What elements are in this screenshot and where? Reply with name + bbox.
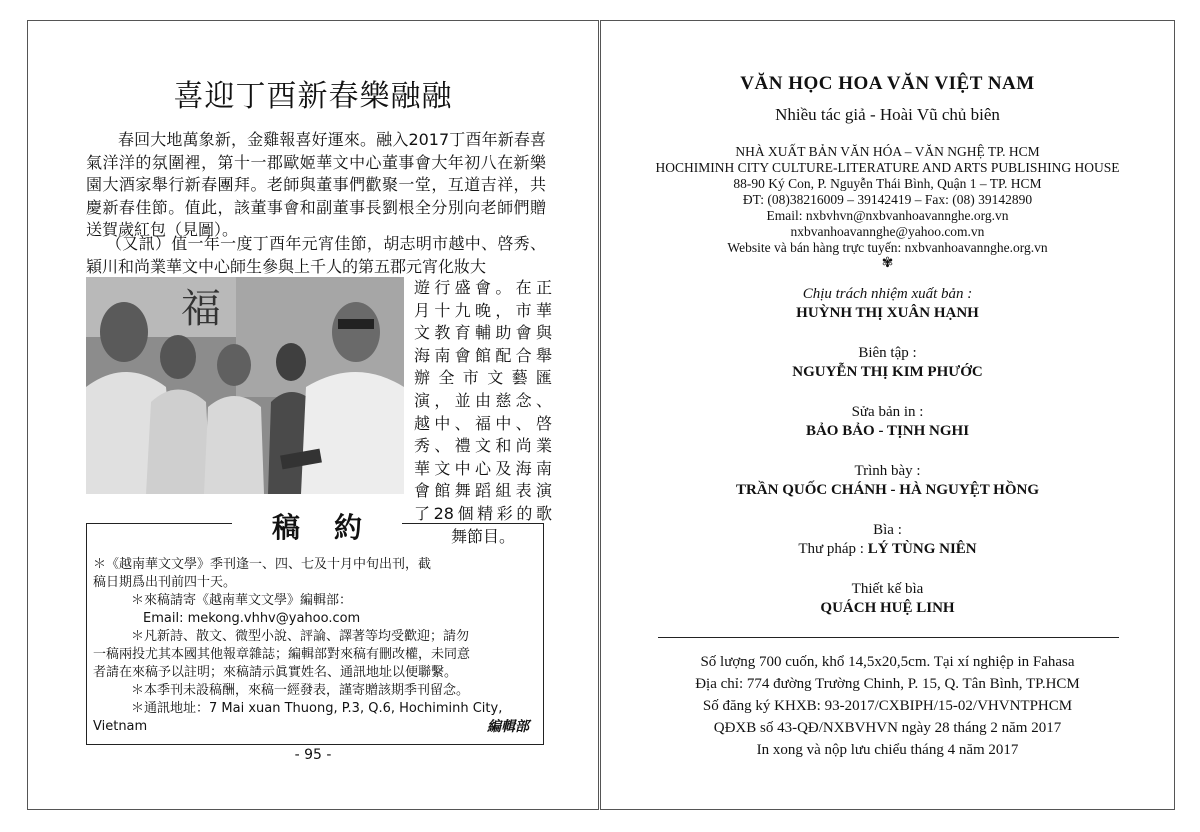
credit-name: LÝ TÙNG NIÊN — [867, 541, 977, 557]
notice-email[interactable]: Email: mekong.vhhv@yahoo.com — [143, 611, 361, 626]
article-paragraph-2: （又訊）值一年一度丁酉年元宵佳節，胡志明市越中、啓秀、穎川和尚業華文中心師生參與上千人的第五郡元宵化妝大 — [86, 234, 546, 276]
left-page — [27, 20, 599, 810]
publisher-email[interactable]: Email: nxbvhvn@nxbvanhoavannghe.org.vn — [766, 208, 1009, 223]
credit-name: TRẦN QUỐC CHÁNH - HÀ NGUYỆT HỒNG — [735, 482, 1040, 498]
side-column-line: 辦全市文藝匯 — [414, 368, 552, 388]
article-title: 喜迎丁酉新春樂融融 — [173, 79, 453, 114]
notice-title: 稿約 — [232, 506, 402, 546]
notice-line: 者請在來稿予以註明；來稿請示眞實姓名、通訊地址以便聯繫。 — [93, 665, 458, 680]
credit-label: Trình bày : — [854, 463, 921, 479]
credit-name: QUÁCH HUỆ LINH — [820, 600, 955, 616]
notice-line: ＊本季刊未設稿酬，來稿一經發表，謹寄贈該期季刊留念。 — [131, 683, 470, 698]
publisher-line: NHÀ XUẤT BẢN VĂN HÓA – VĂN NGHỆ TP. HCM — [735, 144, 1040, 159]
book-title: VĂN HỌC HOA VĂN VIỆT NAM — [740, 73, 1035, 94]
notice-address: ＊通訊地址：7 Mai xuan Thuong, P.3, Q.6, Hochiminh City, — [131, 701, 503, 716]
credit-label: Bìa : — [873, 522, 902, 538]
credit-label: Thư pháp : — [798, 541, 868, 557]
book-subtitle: Nhiều tác giả - Hoài Vũ chủ biên — [775, 105, 1000, 124]
article-paragraph-1: 春回大地萬象新，金雞報喜好運來。融入2017丁酉年新春喜氣洋洋的氛圍裡，第十一郡歐姬華文中心董事會大年初八在新樂園大酒家舉行新春團拜。老師與董事們歡聚一堂，互道吉祥，共慶新春佳節。值此，該董事會和副董事長劉根全分別向老師們贈送賀歲紅包（見圖）。 — [86, 130, 546, 239]
publisher-line: HOCHIMINH CITY CULTURE-LITERATURE AND ARTS PUBLISHING HOUSE — [655, 160, 1120, 175]
notice-line: 稿日期爲出刊前四十天。 — [93, 575, 237, 590]
divider — [658, 637, 1119, 638]
credit-label: Biên tập : — [858, 345, 917, 361]
notice-line: ＊凡新詩、散文、微型小說、評論、譯著等均受歡迎；請勿 — [131, 629, 470, 644]
imprint-line: Số lượng 700 cuốn, khổ 14,5x20,5cm. Tại xí nghiệp in Fahasa — [700, 654, 1075, 670]
side-column-line: 月十九晚，市華 — [414, 300, 552, 320]
imprint-line: QĐXB số 43-QĐ/NXBVHVN ngày 28 tháng 2 năm 2017 — [713, 720, 1062, 736]
calligraphy-credit — [601, 541, 1174, 558]
imprint-line: Địa chỉ: 774 đường Trường Chinh, P. 15, Q. Tân Bình, TP.HCM — [695, 676, 1080, 692]
publisher-line: ĐT: (08)38216009 – 39142419 – Fax: (08) 39142890 — [742, 192, 1033, 207]
notice-signature: 編輯部 — [487, 719, 529, 735]
publisher-logo-icon: ✾ — [881, 256, 894, 271]
side-column-line: 越中、福中、啓 — [414, 413, 552, 433]
credit-label: Chịu trách nhiệm xuất bản : — [802, 286, 973, 302]
credit-label: Sửa bản in : — [851, 404, 924, 420]
notice-line: ＊《越南華文文學》季刊逢一、四、七及十月中旬出刊，截 — [93, 557, 432, 572]
side-column-line: 舞節目。 — [450, 526, 515, 546]
side-column-line: 演，並由慈念、 — [414, 390, 552, 410]
side-column-line: 海南會館配合舉 — [414, 345, 552, 365]
imprint-line: In xong và nộp lưu chiểu tháng 4 năm 2017 — [756, 742, 1019, 758]
credit-name: HUỲNH THỊ XUÂN HẠNH — [796, 305, 979, 321]
notice-line: 一稿兩投尤其本國其他報章雜誌；編輯部對來稿有刪改權，未同意 — [93, 647, 471, 662]
side-column-line: 會館舞蹈組表演 — [414, 481, 552, 501]
publisher-line: 88-90 Ký Con, P. Nguyễn Thái Bình, Quận 1 – TP. HCM — [733, 176, 1042, 191]
photo-sign-char: 福 — [181, 286, 221, 332]
side-column-line: 文教育輔助會與 — [414, 323, 552, 343]
credit-name: NGUYỄN THỊ KIM PHƯỚC — [792, 364, 983, 380]
publisher-email[interactable]: nxbvanhoavannghe@yahoo.com.vn — [790, 224, 985, 239]
side-column-line: 遊行盛會。在正 — [414, 278, 552, 297]
page-number: - 95 - — [294, 747, 332, 763]
credit-label: Thiết kế bìa — [851, 581, 924, 597]
imprint-line: Số đăng ký KHXB: 93-2017/CXBIPH/15-02/VHVNTPHCM — [702, 698, 1073, 714]
credit-name: BẢO BẢO - TỊNH NGHI — [805, 423, 970, 439]
notice-line: Vietnam — [93, 719, 148, 734]
publisher-website[interactable]: Website và bán hàng trực tuyến: nxbvanhoavannghe.org.vn — [727, 240, 1048, 255]
event-photo — [86, 277, 404, 494]
notice-line: ＊來稿請寄《越南華文文學》編輯部： — [131, 593, 353, 608]
photo-illustration — [86, 277, 404, 494]
side-column-line: 秀、禮文和尚業 — [414, 436, 552, 456]
side-column-line: 了28個精彩的歌 — [414, 503, 552, 523]
right-page — [600, 20, 1175, 810]
article-side-column — [414, 277, 552, 548]
side-column-line: 華文中心及海南 — [414, 458, 552, 478]
